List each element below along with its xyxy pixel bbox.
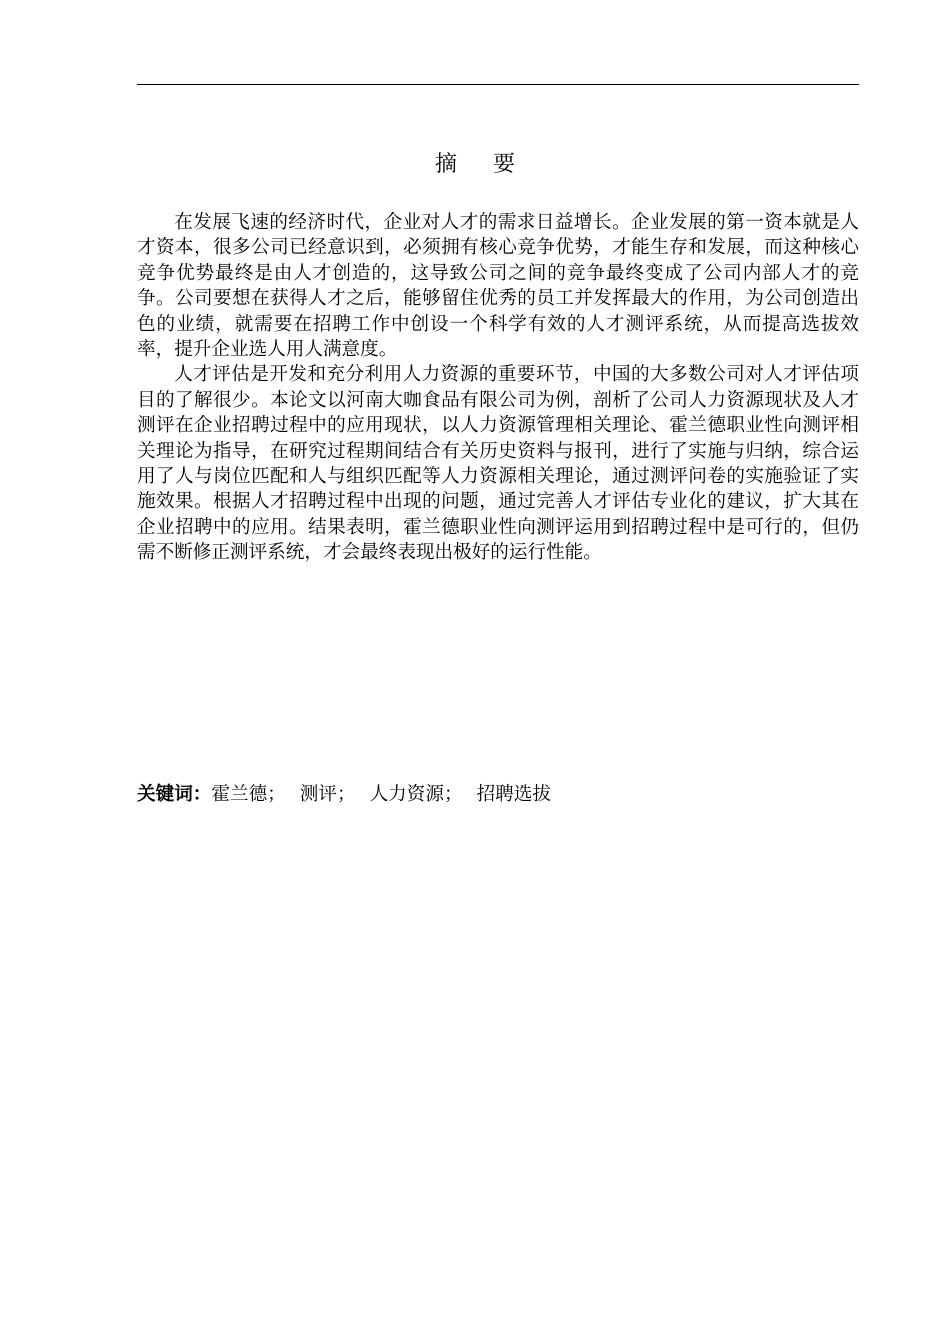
keyword-item: 招聘选拔 (476, 784, 551, 805)
abstract-body (137, 210, 859, 566)
abstract-title: 摘要 (434, 152, 551, 177)
header-rule (137, 84, 859, 85)
keyword-item: 测评； (299, 784, 356, 805)
keywords-line (137, 780, 859, 810)
abstract-paragraph-2: 人才评估是开发和充分利用人力资源的重要环节，中国的大多数公司对人才评估项目的了解很少。本论文以河南大咖食品有限公司为例，剖析了公司人力资源现状及人才测评在企业招聘过程中的应用现状，以人力资源管理相关理论、霍兰德职业性向测评相关理论为指导，在研究过程期间结合有关历史资料与报刊，进行了实施与归纳，综合运用了人与岗位匹配和人与组织匹配等人力资源相关理论，通过测评问卷的实施验证了实施效果。根据人才招聘过程中出现的问题，通过完善人才评估专业化的建议，扩大其在企业招聘中的应用。结果表明，霍兰德职业性向测评运用到招聘过程中是可行的，但仍需不断修正测评系统，才会最终表现出极好的运行性能。 (137, 364, 859, 564)
abstract-paragraph-1: 在发展飞速的经济时代，企业对人才的需求日益增长。企业发展的第一资本就是人才资本，很多公司已经意识到，必须拥有核心竞争优势，才能生存和发展，而这种核心竞争优势最终是由人才创造的，这导致公司之间的竞争最终变成了公司内部人才的竞争。公司要想在获得人才之后，能够留住优秀的员工并发挥最大的作用，为公司创造出色的业绩，就需要在招聘工作中创设一个科学有效的人才测评系统，从而提高选拔效率，提升企业选人用人满意度。 (137, 212, 859, 361)
keywords-label: 关键词： (137, 784, 212, 805)
keyword-item: 人力资源； (369, 784, 463, 805)
keyword-item: 霍兰德； (211, 784, 286, 805)
